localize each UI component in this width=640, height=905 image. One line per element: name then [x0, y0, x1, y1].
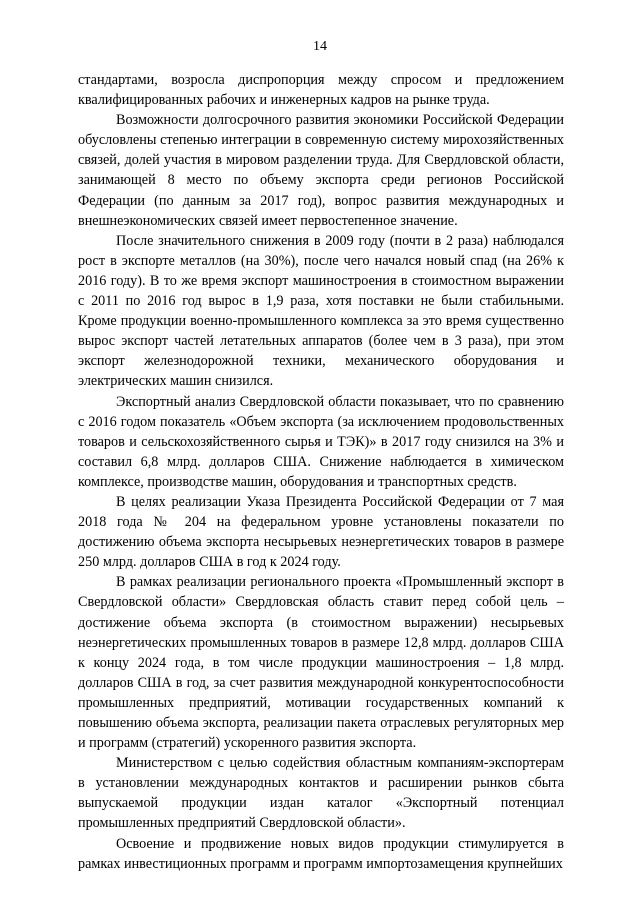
paragraph: стандартами, возросла диспропорция между спросом и предложением квалифицированных рабочих и инженерных кадров на рынке труда.: [78, 72, 564, 109]
paragraph: Возможности долгосрочного развития экономики Российской Федерации обусловлены степенью интеграции в современную систему мирохозяйственных связей, долей участия в мировом разделении труда. Для Свердловской области, занимающей 8 место по объему экспорта среди регионов Российской Федерации (по данным за 2017 год), вопрос развития международных и внешнеэкономических связей имеет первостепенное значение.: [78, 112, 564, 229]
page-number: 14: [313, 39, 327, 54]
paragraph: Экспортный анализ Свердловской области показывает, что по сравнению с 2016 годом показатель «Объем экспорта (за исключением продовольственных товаров и сельскохозяйственного сырья и ТЭК)» в 2017 году снизился на 3% и составил 6,8 млрд. долларов США. Снижение наблюдается в химическом комплексе, производстве машин, оборудования и транспортных средств.: [78, 393, 564, 490]
paragraph: Министерством с целью содействия областным компаниям-экспортерам в установлении международных контактов и расширении рынков сбыта выпускаемой продукции издан каталог «Экспортный потенциал промышленных предприятий Свердловской области».: [78, 755, 564, 832]
paragraph: В рамках реализации регионального проекта «Промышленный экспорт в Свердловской области» Свердловская область ставит перед собой цель – достижение объема экспорта (в стоимостном выражении) несырьевых неэнергетических промышленных товаров в размере 12,8 млрд. долларов США к концу 2024 года, в том числе продукции машиностроения – 1,8 млрд. долларов США в год, за счет развития международной конкурентоспособности промышленных предприятий, мотивации государственных компаний к повышению объема экспорта, реализации пакета отраслевых регуляторных мер и программ (стратегий) ускоренного развития экспорта.: [78, 574, 564, 752]
paragraph: После значительного снижения в 2009 году (почти в 2 раза) наблюдался рост в экспорте металлов (на 30%), после чего начался новый спад (на 26% к 2016 году). В то же время экспорт машиностроения в стоимостном выражении с 2011 по 2016 год вырос в 1,9 раза, хотя поставки не были стабильными. Кроме продукции военно-промышленного комплекса за это время существенно вырос экспорт частей летательных аппаратов (более чем в 3 раза), при этом экспорт железнодорожной техники, механического оборудования и электрических машин снизился.: [78, 232, 564, 390]
paragraph: В целях реализации Указа Президента Российской Федерации от 7 мая 2018 года № 204 на федеральном уровне установлены показатели по достижению объема экспорта несырьевых неэнергетических товаров в размере 250 млрд. долларов США в год к 2024 году.: [78, 493, 564, 571]
body-text: [78, 70, 564, 874]
paragraph: Освоение и продвижение новых видов продукции стимулируется в рамках инвестиционных программ и программ импортозамещения крупнейших: [78, 835, 564, 872]
